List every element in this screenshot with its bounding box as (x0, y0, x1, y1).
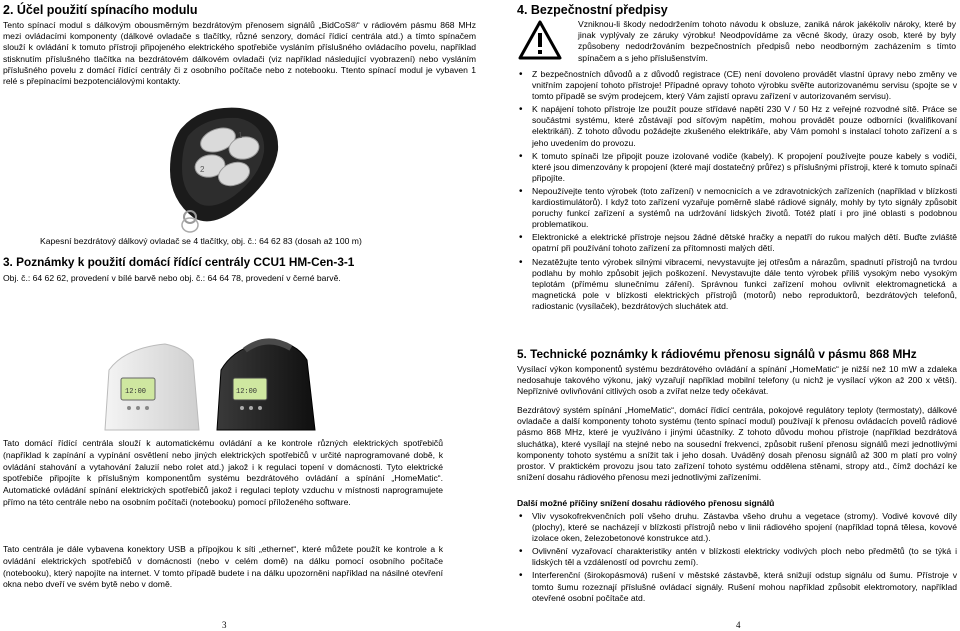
section-2-title: 2. Účel použití spínacího modulu (3, 3, 198, 17)
list-item: • Vliv vysokofrekvenčních polí všeho druhu. Zástavba všeho druhu a vegetace (stromy). Vodivé kovové díly (plochy), které se nacházejí v blízkosti přístrojů nebo v linii rádiového spojení (například topná tělesa, kovové izolace oken, železobetonové konstrukce atd.). (517, 511, 957, 544)
section-2-text: Tento spínací modul s dálkovým obousměrným bezdrátovým přenosem signálů „BidCoS®“ v rádiovém pásmu 868 MHz mezi ovládacími komponenty (dálkové ovladače s tlačítky, různé senzory, domácí řídicí centrála atd.) a tímto spínačem slouží k ovládání k tomuto přístroji připojeného elektrického spotřebiče vysláním příslušného ovládacího povelu, například stisknutím příslušného tlačítka na bezdrátovém dálkovém ovladači (viz například následující vyobrazení) nebo vysláním příslušného povelu z domácí řídící centrály či z osobního počítače nebo z notebooku. Ttento spínací modul je vybaven 1 relé s přepínacími bezpotenciálovými kontakty. (3, 20, 476, 87)
list-item: • Nezatěžujte tento výrobek silnými vibracemi, nevystavujte jej otřesům a nárazům, spadnutí přístrojů na tvrdou podlahu by mohlo způsobit jejich poškození. Nevystavujte dále tento výrobek příliš vysokým nebo vysokým teplotám (přímému slunečnímu záření). Správnou funkci zařízení mohou ovlivnit elektromagnetická a magnetická pole v blízkosti elektrických přístrojů (motorů) nebo reproduktorů, bezdrátových telefonů, radiostanic (vysílaček), bezdrátových sluchátek atd. (517, 257, 957, 312)
svg-text:12:00: 12:00 (125, 388, 147, 396)
page-number-left: 3 (222, 620, 227, 630)
svg-text:1: 1 (238, 131, 243, 140)
section-4-title: 4. Bezpečnostní předpisy (517, 3, 668, 17)
reduce-bullet-list (517, 511, 957, 606)
remote-control-image (160, 100, 290, 235)
page-right (480, 0, 960, 631)
list-item: • Nepoužívejte tento výrobek (toto zařízení) v nemocnicích a ve zdravotnických zařízeních (například v blízkosti kardiostimulátorů). I když toto zařízení vyzařuje poměrně slabé rádiové signály, mohly by tyto signály způsobit poruchy funkcí zařízení a systémů na udržování lidských životů. Totéž platí i pro jiné oblasti s podobnou problematikou. (517, 186, 957, 230)
ccu-text-2: Tato centrála je dále vybavena konektory USB a přípojkou k síti „ethernet“, které můžete použít ke kontrole a k ovládání elektrických spotřebičů v domácnosti (nebo v celém domě) na dálku pomocí osobního počítače (notebooku), který napojíte na internet. V tomto případě budete i na dálku upozorněni například na násilné otevření okna nebo dveří ve svém bytě nebo v domě. (3, 544, 443, 590)
list-item: • Z bezpečnostních důvodů a z důvodů registrace (CE) není dovoleno provádět vlastní úpravy nebo změny ve vnitřním zapojení tohoto přístroje! Případné opravy tohoto výrobku svěřte autorizovanému servisu (spojte se v tomto případě se svým prodejcem, který Vám zajistí opravu zařízení v autorizovaném servisu). (517, 69, 957, 102)
warning-icon (518, 20, 562, 60)
remote-caption: Kapesní bezdrátový dálkový ovladač se 4 tlačítky, obj. č.: 64 62 83 (dosah až 100 m) (40, 236, 362, 246)
ccu-devices-image (95, 320, 335, 432)
ccu-text-1: Tato domácí řídící centrála slouží k automatickému ovládání a ke kontrole různých elektrických spotřebičů (například k zapínání a vypínání osvětlení nebo jiných elektrických spotřebičů v určité naprogramované době, k ovládání stahování a vytahování žaluzií nebo rolet atd.) jakož i k regulaci topení v domácnosti. Tyto elektrické spotřebiče připojíte k příslušným komponentům systému bezdrátového ovládání a spínání „HomeMatic“. Automatické ovládání spínání elektrických spotřebičů jakož i regulaci teploty vzduchu v místnosti naprogramujete přímo na této centrále nebo na osobním počítači (notebooku) pomocí příloženého software. (3, 438, 443, 507)
safety-bullet-list (517, 69, 957, 314)
list-item: • K tomuto spínači lze připojit pouze izolované vodiče (kabely). K propojení používejte pouze kabely s vodiči, které jsou dimenzovány k propojení (které mají dostatečný průřez) s příslušnými přístroji, které k tomuto spínači připojíte. (517, 151, 957, 184)
reduce-title: Další možné příčiny snížení dosahu rádiového přenosu signálů (517, 498, 775, 508)
list-item: • Elektronické a elektrické přístroje nejsou žádné dětské hračky a nepatří do rukou malých dětí. Buďte zvláště opatrní při používání tohoto zařízení za přítomnosti malých dětí. (517, 232, 957, 254)
page-number-right: 4 (736, 620, 741, 630)
warning-text: Vzniknou-li škody nedodržením tohoto návodu k obsluze, zaniká nárok jakékoliv nároky, které by jinak vyplývaly ze záruky výrobku! Neodpovídáme za věcné škody, úrazy osob, které by byly způsobeny nedodržováním bezpečnostních předpisů nebo neodborným zacházením s tímto spínačem a s jeho příslušenstvím. (578, 19, 956, 63)
svg-text:2: 2 (200, 165, 205, 174)
section-3-title: 3. Poznámky k použití domácí řídící centrály CCU1 HM-Cen-3-1 (3, 255, 355, 269)
list-item: • Interferenční (širokopásmová) rušení v městské zástavbě, která snižují odstup signálu od šumu. Přístroje v tomto šumu rozeznají příslušné ovládací signály. Rušení mohou například způsobit elektromotory, například otevřené osobní počítače atd. (517, 570, 957, 603)
section-5-text-2: Bezdrátový systém spínání „HomeMatic“, domácí řídicí centrála, pokojové regulátory teploty (termostaty), dálkové ovladače a další komponenty tohoto systému (tento spínací modul) používají k přenosu ovládacích povelů rádiové pásmo 868 MHz, které je využíváno i jinými účastníky. Z tohoto důvodu mohou přístroje (například bezdrátová sluchátka), které vysílají na stejné nebo na sousední frekvenci, způsobit rušení přenosu signálů mezi jednotlivými komponenty tohoto systému a snížit tak i jeho dosah. Uváděný dosah přenosu signálů až 300 m platí pro volný prostor. V praktickém provozu jsou tato zařízení tohoto systému oddělena stěnami, stropy atd., čímž dochází ke snížení dosahu rádiového přenosu mezi jednotlivými zařízeními. (517, 405, 957, 483)
section-5-title: 5. Technické poznámky k rádiovému přenosu signálů v pásmu 868 MHz (517, 347, 917, 361)
section-3-order: Obj. č.: 64 62 62, provedení v bílé barvě nebo obj. č.: 64 64 78, provedení v černé barvě. (3, 273, 341, 283)
list-item: • Ovlivnění vyzařovací charakteristiky antén v blízkosti elektricky vodivých ploch nebo předmětů (to se týká i lidských těl a vzdáleností od povrchu zemí). (517, 546, 957, 568)
svg-text:12:00: 12:00 (236, 388, 258, 396)
list-item: • K napájení tohoto přístroje lze použít pouze střídavé napětí 230 V / 50 Hz z veřejné rozvodné sítě. Práce se součástmi systému, které zůstávají pod síťovým napětím, mohou provádět pouze odborníci (kvalifikovaní elektrikáři). Z tohoto důvodu požádejte zkušeného elektrikáře, aby Vám pomohl s instalací tohoto zařízení a s jeho uvedením do provozu. (517, 104, 957, 148)
section-5-text-1: Vysílací výkon komponentů systému bezdrátového ovládání a spínání „HomeMatic“ je nižší než 10 mW a zdaleka nedosahuje takového výkonu, jaký vyzařují například mobilní telefony (u nichž je vysílací výkon až 200 x větší). Nepříznivé ovlivňování citlivých osob a zvířat nelze tedy očekávat. (517, 364, 957, 397)
